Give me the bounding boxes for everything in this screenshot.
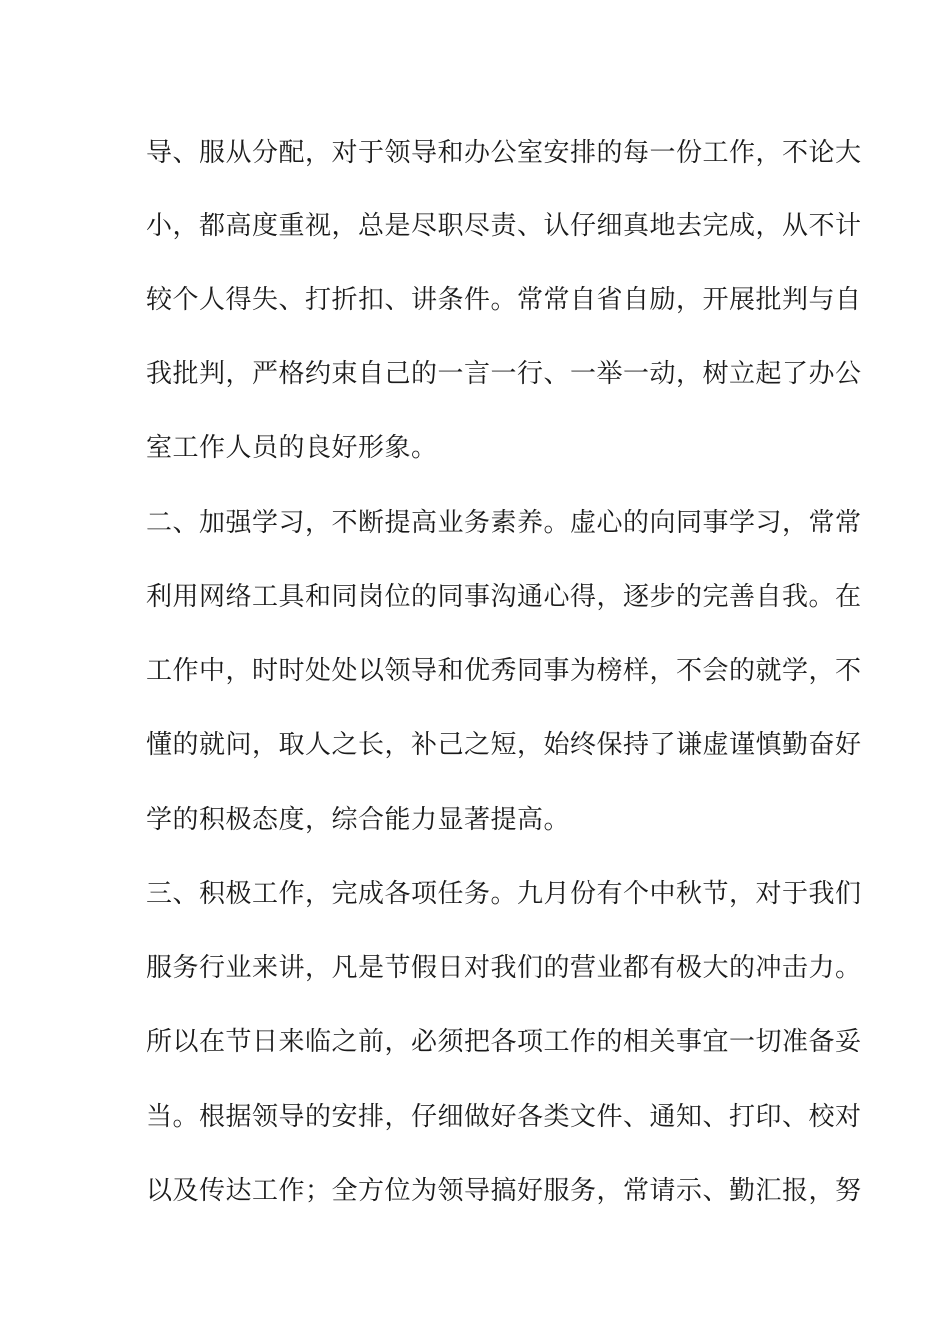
text-line: 导、服从分配，对于领导和办公室安排的每一份工作，不论大 xyxy=(146,138,862,168)
text-line: 学的积极态度，综合能力显著提高。 xyxy=(146,805,571,835)
section-heading-line: 二、加强学习，不断提高业务素养。虚心的向同事学习，常常 xyxy=(146,508,862,538)
text-line: 利用网络工具和同岗位的同事沟通心得，逐步的完善自我。在 xyxy=(146,582,862,612)
text-line: 当。根据领导的安排，仔细做好各类文件、通知、打印、校对 xyxy=(146,1102,862,1132)
text-line: 服务行业来讲，凡是节假日对我们的营业都有极大的冲击力。 xyxy=(146,953,862,983)
text-line: 室工作人员的良好形象。 xyxy=(146,433,438,463)
text-line: 懂的就问，取人之长，补己之短，始终保持了谦虚谨慎勤奋好 xyxy=(146,730,862,760)
text-line: 小，都高度重视，总是尽职尽责、认仔细真地去完成，从不计 xyxy=(146,211,862,241)
text-line: 以及传达工作；全方位为领导搞好服务，常请示、勤汇报，努 xyxy=(146,1176,862,1206)
text-line: 我批判，严格约束自己的一言一行、一举一动，树立起了办公 xyxy=(146,359,862,389)
text-line: 较个人得失、打折扣、讲条件。常常自省自励，开展批判与自 xyxy=(146,285,862,315)
text-line: 所以在节日来临之前，必须把各项工作的相关事宜一切准备妥 xyxy=(146,1027,862,1057)
section-heading-line: 三、积极工作，完成各项任务。九月份有个中秋节，对于我们 xyxy=(146,879,862,909)
text-line: 工作中，时时处处以领导和优秀同事为榜样，不会的就学，不 xyxy=(146,656,862,686)
